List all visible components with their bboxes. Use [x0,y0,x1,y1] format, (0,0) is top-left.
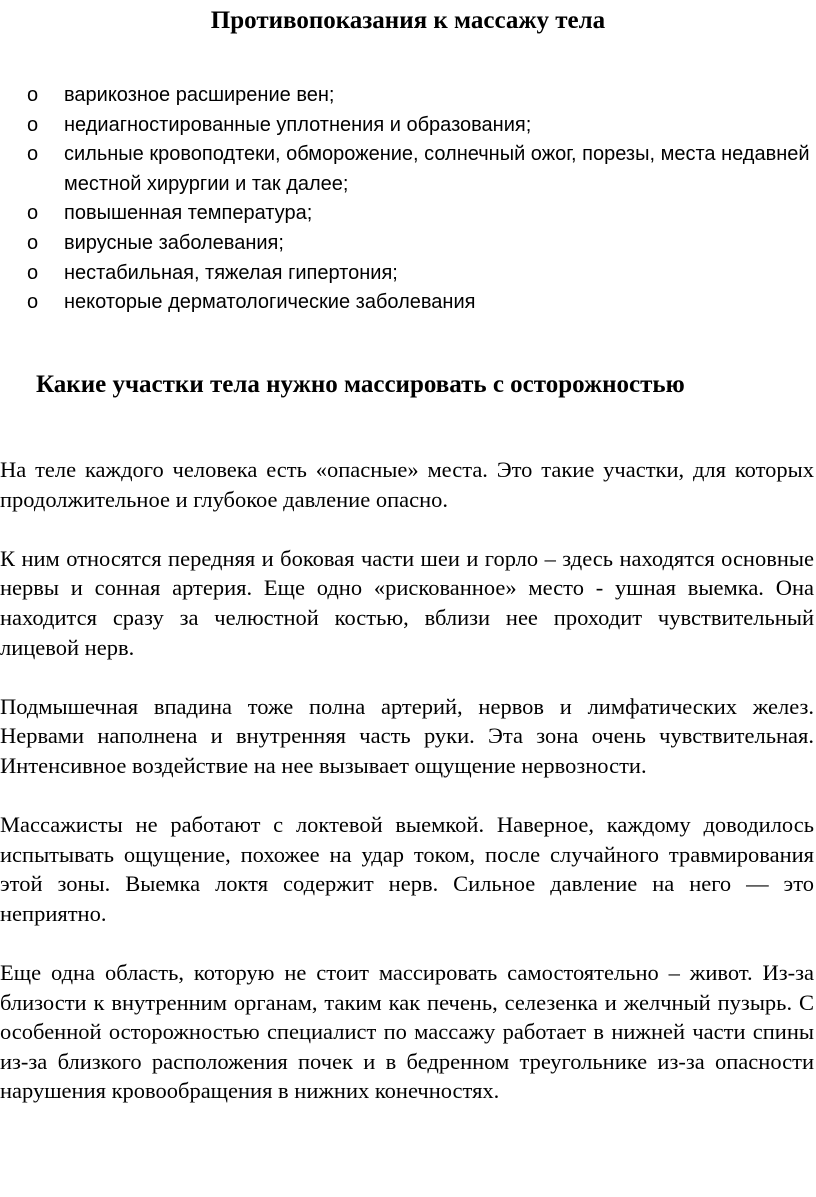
contraindications-list [0,81,816,318]
list-item-text: вирусные заболевания; [64,231,284,254]
bullet-icon: o [27,202,39,225]
bullet-icon: o [27,113,39,136]
bullet-icon: o [27,84,39,106]
list-item-text: варикозное расширение вен; [64,84,335,106]
document-title: Противопоказания к массажу тела [210,7,606,34]
bullet-icon: o [27,231,39,254]
list-item-text: недиагностированные уплотнения и образования; [64,113,532,136]
bullet-icon: o [27,143,39,166]
list-item [0,288,816,318]
list-item-text: сильные кровоподтеки, обморожение, солнечный ожог, порезы, места недавней местной хирургии и так далее; [64,143,810,195]
paragraph: Еще одна область, которую не стоит массировать самостоятельно – живот. Из-за близости к внутренним органам, таким как печень, селезенка и желчный пузырь. С особенной осторожностью специалист по массажу работает в нижней части спины из-за близкого расположения почек и в бедренном треугольнике из-за опасности нарушения кровообращения в нижних конечностях. [0,960,814,1104]
paragraph: К ним относятся передняя и боковая части шеи и горло – здесь находятся основные нервы и сонная артерия. Еще одно «рискованное» место - ушная выемка. Она находится сразу за челюстной костью, вблизи нее проходит чувствительный лицевой нерв. [0,545,814,660]
list-item [0,81,816,111]
paragraph: Массажисты не работают с локтевой выемкой. Наверное, каждому доводилось испытывать ощущение, похожее на удар током, после случайного травмирования этой зоны. Выемка локтя содержит нерв. Сильное давление на него — это неприятно. [0,812,814,926]
list-item-text: повышенная температура; [64,202,313,225]
bullet-icon: o [27,261,39,284]
section-heading: Какие участки тела нужно массировать с осторожностью [36,371,685,398]
list-item [0,140,816,199]
list-item [0,229,816,259]
body-text [0,455,814,1136]
list-item-text: нестабильная, тяжелая гипертония; [64,261,398,284]
paragraph: Подмышечная впадина тоже полна артерий, нервов и лимфатических желез. Нервами наполнена и внутренняя часть руки. Эта зона очень чувствительная. Интенсивное воздействие на нее вызывает ощущение нервозности. [0,693,814,778]
list-item [0,259,816,289]
list-item-text: некоторые дерматологические заболевания [64,291,476,314]
list-item [0,199,816,229]
list-item [0,111,816,141]
bullet-icon: o [27,291,39,314]
paragraph: На теле каждого человека есть «опасные» места. Это такие участки, для которых продолжительное и глубокое давление опасно. [0,457,814,512]
